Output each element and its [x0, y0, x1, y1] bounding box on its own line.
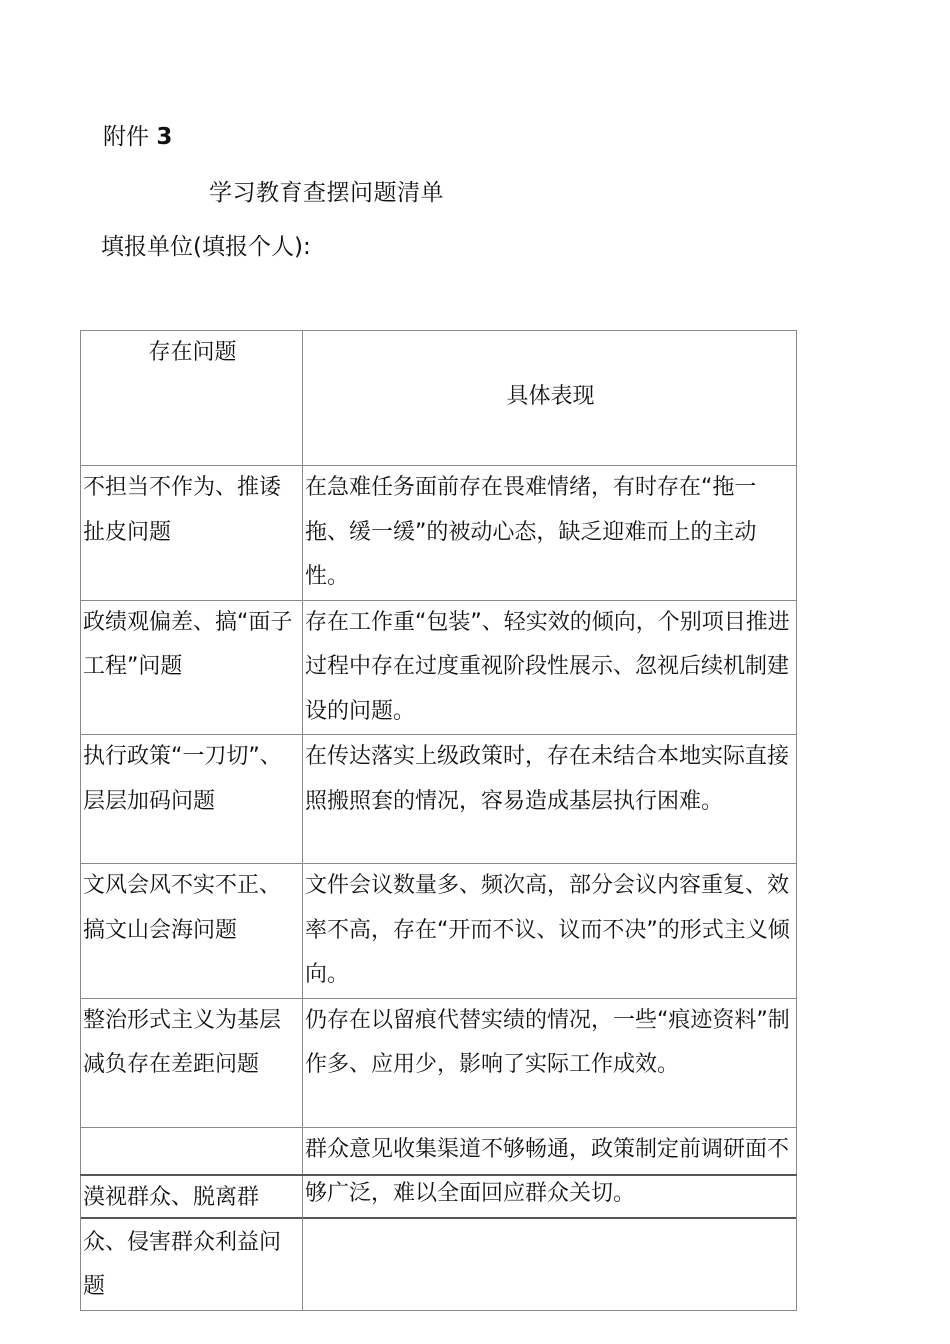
issue-cell: 文风会风不实不正、搞文山会海问题 [81, 864, 303, 999]
filler-unit-line: 填报单位(填报个人): [101, 234, 311, 260]
manifestation-cell: 存在工作重“包装”、轻实效的倾向，个别项目推进过程中存在过度重视阶段性展示、忽视后续机制建设的问题。 [303, 600, 797, 735]
table-row [81, 1175, 797, 1310]
table-row [81, 998, 797, 1127]
issue-cell: 不担当不作为、推诿扯皮问题 [81, 466, 303, 601]
issue-cell: 政绩观偏差、搞“面子工程”问题 [81, 600, 303, 735]
table-row [81, 466, 797, 601]
table-row [81, 735, 797, 864]
issues-table-continued [80, 1174, 797, 1311]
table-header-row [81, 331, 797, 466]
manifestation-cell: 在急难任务面前存在畏难情绪，有时存在“拖一拖、缓一缓”的被动心态，缺乏迎难而上的主动性。 [303, 466, 797, 601]
manifestation-cell: 在传达落实上级政策时，存在未结合本地实际直接照搬照套的情况，容易造成基层执行困难。 [303, 735, 797, 864]
issue-cell: 整治形式主义为基层减负存在差距问题 [81, 998, 303, 1127]
attachment-text: 附件 [103, 124, 149, 150]
manifestation-cell: 群众意见收集渠道不够畅通，政策制定前调研面不够广泛，难以全面回应群众关切。 [303, 1127, 797, 1218]
manifestation-cell-empty [303, 1175, 797, 1310]
header-issue: 存在问题 [81, 331, 303, 466]
header-manifestation: 具体表现 [303, 331, 797, 466]
manifestation-cell: 文件会议数量多、频次高，部分会议内容重复、效率不高，存在“开而不议、议而不决”的形式主义倾向。 [303, 864, 797, 999]
attachment-number: 3 [156, 124, 173, 150]
issues-table [80, 330, 797, 1219]
document-title: 学习教育查摆问题清单 [209, 180, 444, 206]
issue-cell: 执行政策“一刀切”、层层加码问题 [81, 735, 303, 864]
manifestation-cell: 仍存在以留痕代替实绩的情况，一些“痕迹资料”制作多、应用少，影响了实际工作成效。 [303, 998, 797, 1127]
issue-cell: 漠视群众、脱离群众、侵害群众利益问题 [81, 1175, 303, 1310]
attachment-label [103, 120, 172, 154]
table-row [81, 864, 797, 999]
table-row [81, 600, 797, 735]
